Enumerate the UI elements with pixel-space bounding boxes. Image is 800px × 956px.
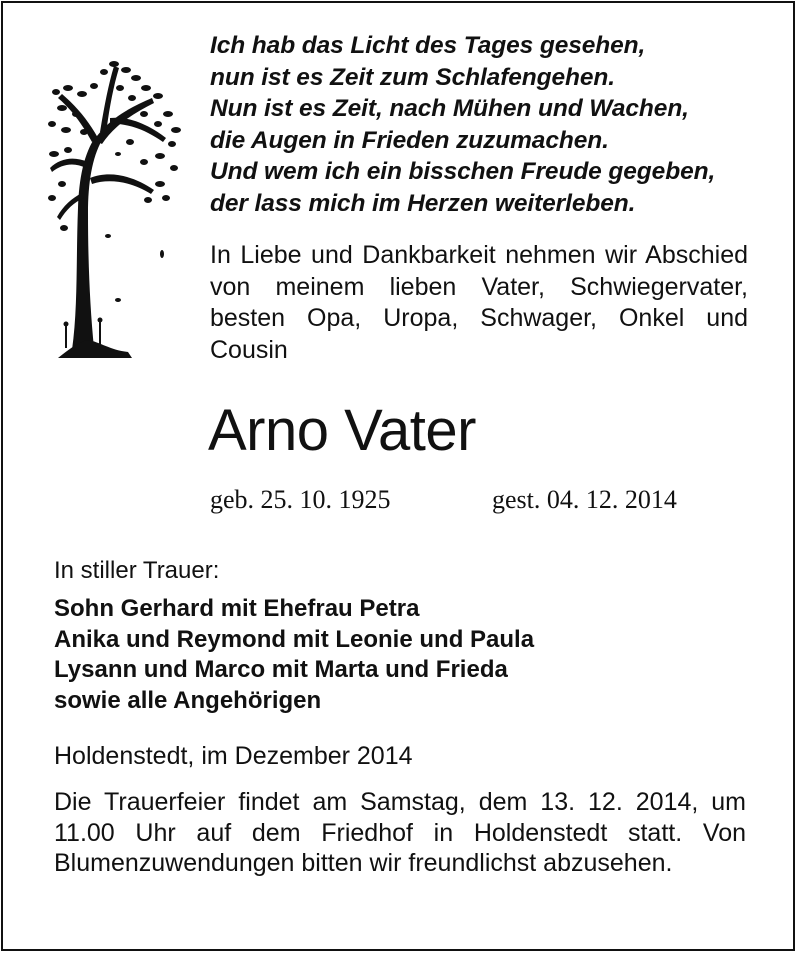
poem-line: Nun ist es Zeit, nach Mühen und Wachen,: [210, 95, 689, 122]
relative-line: Sohn Gerhard mit Ehefrau Petra: [54, 595, 420, 622]
poem-line: der lass mich im Herzen weiterleben.: [210, 189, 636, 217]
poem-line: Ich hab das Licht des Tages gesehen,: [210, 32, 646, 59]
life-dates: [210, 484, 677, 516]
poem-line: nun ist es Zeit zum Schlafengehen.: [210, 63, 616, 91]
mourning-label: In stiller Trauer:: [54, 557, 220, 584]
funeral-notice: Die Trauerfeier findet am Samstag, dem 13. 12. 2014, um 11.00 Uhr auf dem Friedhof in Holdenstedt statt. Von Blumenzuwendungen bitten wir freundlichst abzusehen.: [54, 788, 746, 877]
deceased-name: Arno Vater: [208, 398, 476, 463]
poem: [210, 30, 770, 219]
intro-text: In Liebe und Dankbarkeit nehmen wir Abschied von meinem lieben Vater, Schwiegervater, besten Opa, Uropa, Schwager, Onkel und Cousin: [210, 241, 748, 364]
relatives-list: [54, 594, 534, 716]
death-date: gest. 04. 12. 2014: [492, 485, 677, 514]
poem-line: die Augen in Frieden zuzumachen.: [210, 126, 609, 154]
birth-date: geb. 25. 10. 1925: [210, 485, 391, 514]
relative-line: Anika und Reymond mit Leonie und Paula: [54, 625, 535, 653]
poem-line: Und wem ich ein bisschen Freude gegeben,: [210, 158, 716, 185]
tree-icon: [48, 58, 188, 368]
relative-line: sowie alle Angehörigen: [54, 686, 322, 714]
place-date: Holdenstedt, im Dezember 2014: [54, 742, 413, 770]
relative-line: Lysann und Marco mit Marta und Frieda: [54, 656, 508, 683]
